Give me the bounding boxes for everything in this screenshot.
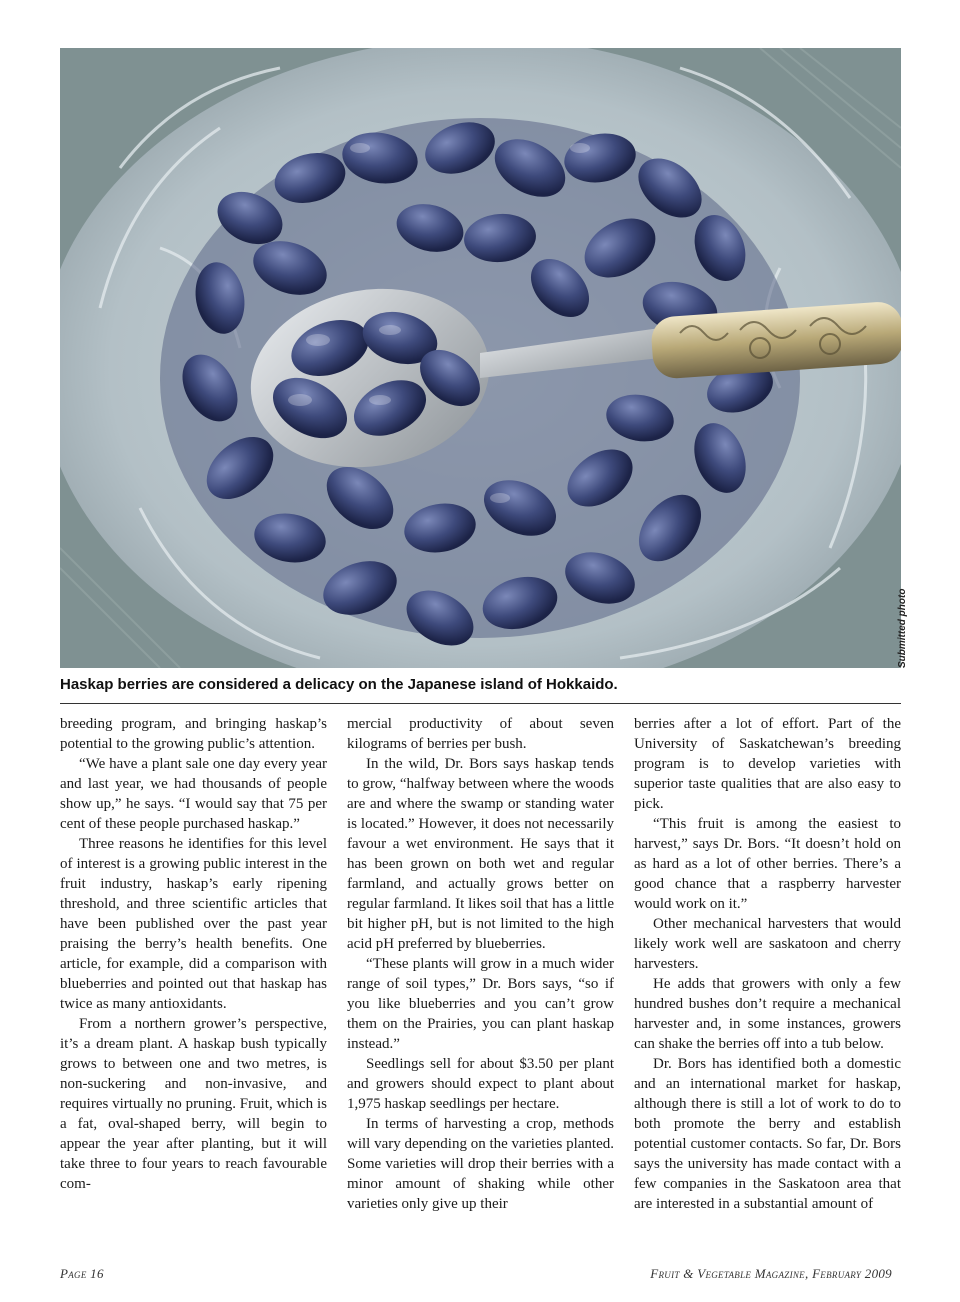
paragraph: mercial productivity of about seven kilograms of berries per bush. <box>347 716 614 752</box>
bowl-of-berries-illustration <box>60 48 901 668</box>
photo-credit: Submitted photo <box>897 588 908 668</box>
article-column-1 <box>60 714 327 1194</box>
photo-caption: Haskap berries are considered a delicacy on the Japanese island of Hokkaido. <box>60 676 618 693</box>
paragraph: Dr. Bors has identified both a domestic and an international market for haskap, although there is still a lot of work to do to both promote the berry and establish potential customer contacts. So far, Dr. Bors says the university has made contact with a few companies in the Saskatoon area that are interested in a substantial amount of <box>634 1056 901 1212</box>
caption-divider <box>60 703 901 704</box>
paragraph: From a northern grower’s perspective, it’s a dream plant. A haskap bush typically grows to between one and two metres, is non-suckering and non-invasive, and requires virtually no pruning. Fruit, which is a fat, oval-shaped berry, will begin to appear the year after planting, but it will take three to four years to reach favourable com- <box>60 1016 327 1192</box>
paragraph: He adds that growers with only a few hundred bushes don’t require a mechanical harvester and, in some instances, growers can shake the berries off into a tub below. <box>634 976 901 1052</box>
haskap-berries-photo <box>60 48 901 668</box>
paragraph: Three reasons he identifies for this level of interest is a growing public interest in the fruit industry, haskap’s early ripening threshold, and three scientific articles that have been published over the past year praising the berry’s health benefits. One article, for example, did a comparison with blueberries and pointed out that haskap has twice as many antioxidants. <box>60 836 327 1012</box>
paragraph: Seedlings sell for about $3.50 per plant and growers should expect to plant about 1,975 haskap seedlings per hectare. <box>347 1056 614 1112</box>
paragraph: “We have a plant sale one day every year and last year, we had thousands of people show up,” he says. “I would say that 75 per cent of these people purchased haskap.” <box>60 756 327 832</box>
paragraph: In the wild, Dr. Bors says haskap tends to grow, “halfway between where the woods are and where the swamp or standing water is located.” However, it does not necessarily favour a wet environment. He says that it has been grown on both wet and regular farmland, and actually grows better on regular farmland. It likes soil that has a little bit higher pH, but is not limited to the high acid pH preferred by blueberries. <box>347 756 614 952</box>
publication-info: Fruit & Vegetable Magazine, February 2009 <box>650 1266 892 1281</box>
paragraph: breeding program, and bringing haskap’s potential to the growing public’s attention. <box>60 716 327 752</box>
article-column-3 <box>634 714 901 1214</box>
paragraph: berries after a lot of effort. Part of the University of Saskatchewan’s breeding program is to develop varieties with superior taste qualities that are also easy to pick. <box>634 716 901 812</box>
paragraph: “These plants will grow in a much wider range of soil types,” Dr. Bors says, “so if you like blueberries and you can’t grow them on the Prairies, you can plant haskap instead.” <box>347 956 614 1052</box>
article-column-2 <box>347 714 614 1214</box>
paragraph: “This fruit is among the easiest to harvest,” says Dr. Bors. “It doesn’t hold on as hard as a lot of other berries. There’s a good chance that a raspberry harvester would work on it.” <box>634 816 901 912</box>
paragraph: In terms of harvesting a crop, methods will vary depending on the varieties planted. Some varieties will drop their berries with a minor amount of shaking while other varieties only give up their <box>347 1116 615 1212</box>
page-number: Page 16 <box>60 1266 104 1281</box>
paragraph: Other mechanical harvesters that would likely work well are saskatoon and cherry harvesters. <box>634 916 901 972</box>
